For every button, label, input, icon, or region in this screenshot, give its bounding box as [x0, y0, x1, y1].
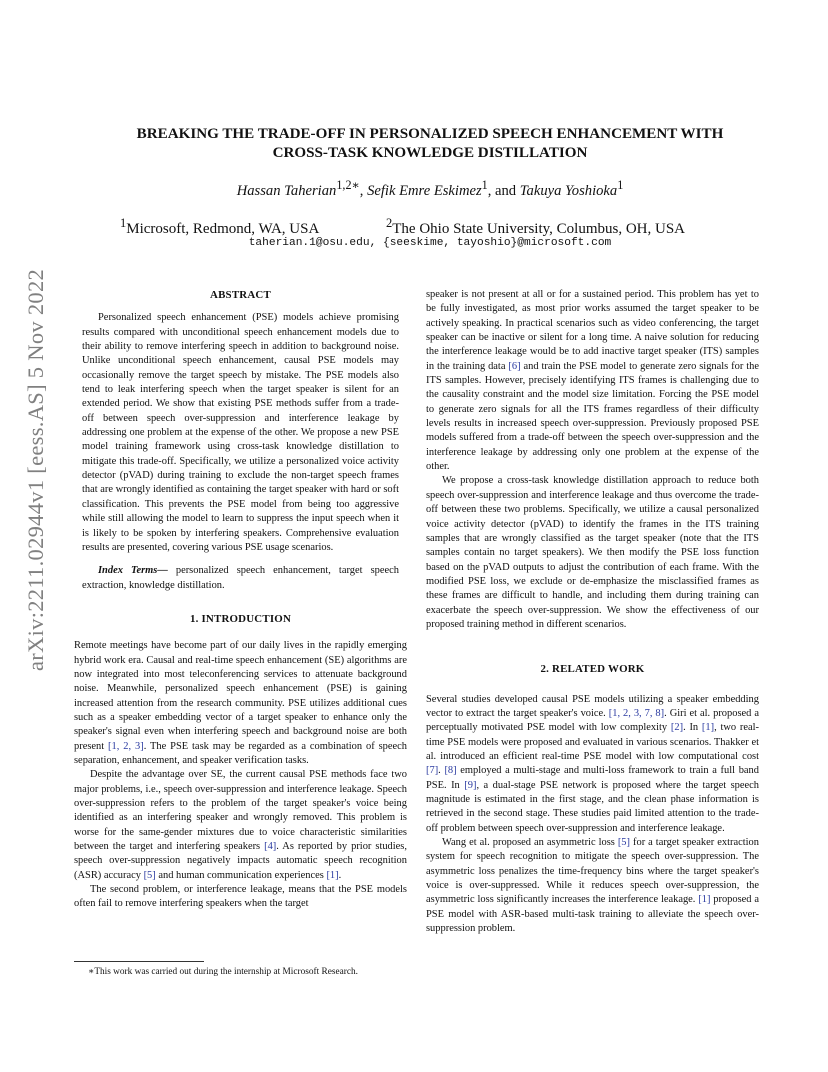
arxiv-identifier — [14, 268, 58, 672]
author-1-affil: 1,2∗ — [336, 178, 360, 192]
author-3: Takuya Yoshioka — [519, 182, 618, 199]
author-1: Hassan Taherian — [236, 182, 337, 199]
abstract-body: Personalized speech enhancement (PSE) models achieve promising results compared with unconditional speech enhancement models due to their ability to remove interfering speech in addition to background noise. Unlike unconditional speech enhancement, causal PSE models may occasionally remove the target speech by mistake. The PSE models also tend to leak interfering speech when the target speaker is silent for an extended period. We show that existing PSE methods suffer from a trade-off between speech over-suppression and interference leakage by addressing one problem at the expense of the other. We propose a new PSE model training framework using cross-task knowledge distillation to mitigate this trade-off. Specifically, we utilize a personalized voice activity detector (pVAD) during training to exclude the non-target speech frames that are wrongly identified as containing the target speaker with hard or soft classification. This prevents the PSE model from being too aggressive while still allowing the model to learn to suppress the input speech when it is likely to be spoken by interfering speakers. Comprehensive evaluation results are presented, covering various PSE usage scenarios. — [82, 312, 399, 553]
intro-paragraph-4: We propose a cross-task knowledge distillation approach to reduce both speech over-suppression and interference leakage and thus overcome the trade-off between these two problems. Specifically, we utilize a causal personalized voice activity detector (pVAD) to identify the frames in the ITS training samples that are wrongly classified as the target speaker (note that the ITS samples contain no target speakers). We then modify the PSE loss function based on the pVAD outputs to adjust the contribution of each frame. With the modified PSE loss, we exclude or de-emphasize the misclassified frames as these frames are difficult to handle, and including them during training can exacerbate the speech over-suppression. We show the effectiveness of our proposed training method in different scenarios. — [426, 475, 759, 630]
intro-paragraph-1 — [74, 639, 407, 768]
right-column — [426, 288, 759, 936]
citation-link[interactable]: [8] — [444, 765, 457, 777]
related-p1-text-f: employed a multi-stage and multi-loss framework to train a full band PSE. In — [426, 765, 759, 791]
intro-paragraph-3-cont: speaker is not present at all or for a sustained period. This problem has yet to be fully investigated, as most prior works assumed the target speaker to be actively speaking. In practical scenarios such as video conferencing, the target speaker can be inactive or silent for a long time. A naive solution for reducing the interference leakage would be to add inactive target speaker (ITS) samples in the training data [6] and train the PSE model to generate zero signals for the ITS samples. However, precisely identifying ITS frames is challenging due to the causality constraint and the model size limitation. Forcing the PSE model to generate zero signals for all the ITS frames regardless of their difficulty levels results in increased speech over-suppression. Previously proposed PSE models suffered from a trade-off between the speech over-suppression and the interference leakage by addressing only one problem at the expense of the other. — [426, 289, 759, 473]
affiliation-1 — [120, 216, 319, 238]
abstract-heading: ABSTRACT — [210, 289, 271, 301]
intro-p3-text-b: and train the PSE model to generate zero signals for the ITS samples. However, precisely identifying ITS frames is challenging due to the causality constraint and the model size limitation. Forcing the PSE model to generate zero signals for all the ITS frames regardless of their difficulty levels results in increased speech over-suppression. Previously proposed PSE models suffered from a trade-off between the speech over-suppression and the interference leakage by addressing only one problem at the expense of the other. — [426, 360, 759, 473]
related-p1-text-a: Several studies developed causal PSE models utilizing a speaker embedding vector to extract the target speaker's voice. — [426, 693, 759, 719]
introduction-heading: 1. INTRODUCTION — [189, 612, 292, 625]
intro-paragraph-3-start: The second problem, or interference leakage, means that the PSE models often fail to remove interfering speakers when the target — [74, 884, 407, 910]
citation-link[interactable]: [1] — [326, 869, 339, 881]
citation-link[interactable]: [6] — [508, 360, 521, 372]
title-line-1: BREAKING THE TRADE-OFF IN PERSONALIZED SPEECH ENHANCEMENT WITH — [136, 126, 724, 142]
left-column — [74, 288, 407, 912]
author-2: Sefik Emre Eskimez — [367, 182, 482, 199]
related-p2-text-c: proposed a PSE model with ASR-based multi-task training to alleviate the speech over-suppression problem. — [426, 894, 759, 935]
intro-paragraph-2 — [74, 768, 407, 883]
author-sep-1: , — [359, 182, 368, 199]
intro-p1-text-b: . The PSE task may be regarded as a combination of speech separation, enhancement, and speaker verification tasks. — [74, 740, 408, 766]
citation-link[interactable]: [1] — [701, 722, 715, 734]
citation-link[interactable]: [5] — [617, 837, 630, 849]
footnote-rule — [74, 961, 204, 962]
intro-p2-text-c: and human communication experiences — [155, 869, 327, 881]
citation-link[interactable]: [1, 2, 3, 7, 8] — [608, 707, 665, 719]
affiliation-1-text: Microsoft, Redmond, WA, USA — [126, 221, 320, 237]
affiliation-2-sup: 2 — [386, 216, 393, 230]
citation-link[interactable]: [7] — [426, 765, 439, 777]
citation-link[interactable]: [4] — [264, 841, 277, 853]
related-p2-text-b: for a target speaker extraction system for speech recognition to mitigate the speech over-suppression. The asymmetric loss penalizes the time-frequency bins where the target speaker's voice is over-suppressed. While it reduces speech over-suppression, the asymmetric loss significantly increases the interference leakage. — [426, 837, 759, 906]
related-work-heading: 2. RELATED WORK — [540, 663, 645, 676]
related-p2-text-a: Wang et al. proposed an asymmetric loss — [442, 837, 618, 849]
author-2-affil: 1 — [481, 178, 488, 192]
index-terms-label: Index Terms— — [98, 565, 168, 577]
related-p1-text-d: , two real-time PSE models were proposed and evaluated in various scenarios. Thakker et al. introduced an efficient real-time PSE model with low computational cost — [426, 722, 759, 762]
index-terms — [74, 564, 407, 593]
intro-p2-text-b: . As reported by prior studies, speech over-suppression negatively impacts automatic speech recognition (ASR) accuracy — [74, 841, 407, 881]
author-sep-2: , and — [487, 182, 520, 199]
author-emails: taherian.1@osu.edu, {seeskime, tayoshio}@microsoft.com — [248, 237, 612, 249]
related-p1-text-b: . Giri et al. proposed a perceptually motivated PSE model with low complexity — [426, 707, 759, 734]
arxiv-identifier-text: arXiv:2211.02944v1 [eess.AS] 5 Nov 2022 — [23, 268, 48, 672]
intro-p2-text-a: Despite the advantage over SE, the current causal PSE methods face two major problems, i.e., speech over-suppression and interference leakage. Speech over-suppression refers to the problem of the target speaker's voice being identified as an interfering speaker and wrongly removed. This problem is worse for the same-gender mixtures due to voice characteristic similarities between the target and interfering speakers — [74, 769, 407, 853]
related-paragraph-1 — [426, 693, 759, 836]
citation-link[interactable]: [2] — [670, 722, 684, 734]
footnote — [74, 961, 407, 977]
affiliation-1-sup: 1 — [120, 216, 127, 230]
related-p1-text-c: . In — [683, 722, 702, 734]
author-3-affil: 1 — [617, 178, 624, 192]
intro-p1-text-a: Remote meetings have become part of our daily lives in the rapidly emerging hybrid work era. Causal and real-time speech enhancement (SE) algorithms are now integrated into most teleconferencing services to attenuate background noise. Meanwhile, personalized speech enhancement (PSE) is gaining increased attention from the research community. PSE utilizes additional cues such as a speaker embedding vector of a target speaker to enhance only the speaker's signal even when interfering speech and background noise are both present — [74, 640, 407, 752]
index-terms-text: personalized speech enhancement, target speech extraction, knowledge distillation. — [82, 565, 399, 591]
citation-link[interactable]: [1] — [698, 894, 711, 906]
paper-title — [80, 125, 780, 163]
author-list — [80, 178, 780, 200]
citation-link[interactable]: [1, 2, 3] — [108, 740, 144, 752]
related-p1-text-e: . — [438, 765, 445, 777]
affiliation-2 — [386, 216, 685, 238]
intro-p2-text-d: . — [338, 869, 342, 881]
related-paragraph-2 — [426, 836, 759, 936]
citation-link[interactable]: [9] — [464, 779, 477, 791]
title-line-2: CROSS-TASK KNOWLEDGE DISTILLATION — [272, 145, 588, 161]
citation-link[interactable]: [5] — [143, 869, 156, 881]
affiliation-2-text: The Ohio State University, Columbus, OH, USA — [392, 221, 686, 237]
footnote-text: ∗This work was carried out during the internship at Microsoft Research. — [88, 967, 358, 977]
related-p1-text-g: , a dual-stage PSE network is proposed where the target speech magnitude is estimated in the first stage, and the clean phase information is retrieved in the second stage. These studies paid limited attention to the trade-off problem between speech over-suppression and interference leakage. — [426, 779, 760, 834]
